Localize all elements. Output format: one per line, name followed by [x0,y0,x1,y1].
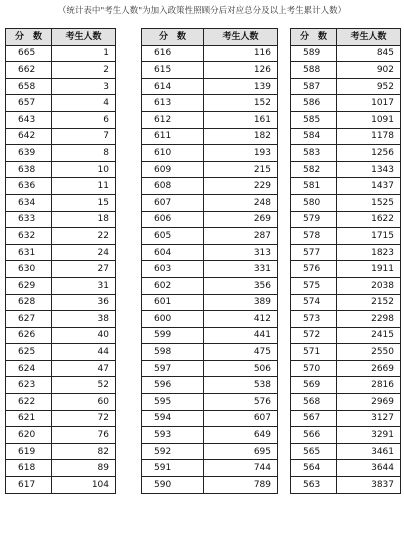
table-row [142,128,278,145]
count-cell: 3127 [337,410,401,427]
score-cell: 612 [142,111,204,128]
table-row [291,311,401,328]
score-cell: 614 [142,78,204,95]
table-row [6,360,116,377]
score-cell: 571 [291,344,337,361]
table-row [142,111,278,128]
count-cell: 1622 [337,211,401,228]
score-cell: 577 [291,244,337,261]
count-cell: 2 [52,62,116,79]
table-row [291,211,401,228]
table-row [291,377,401,394]
score-cell: 658 [6,78,52,95]
table-row [291,111,401,128]
score-cell: 584 [291,128,337,145]
count-cell: 193 [204,145,278,162]
count-cell: 845 [337,45,401,62]
score-cell: 594 [142,410,204,427]
count-cell: 7 [52,128,116,145]
table-row [6,194,116,211]
count-cell: 139 [204,78,278,95]
table-row [6,145,116,162]
count-cell: 215 [204,161,278,178]
count-cell: 3291 [337,427,401,444]
score-cell: 564 [291,460,337,477]
count-cell: 952 [337,78,401,95]
score-cell: 568 [291,394,337,411]
count-cell: 3461 [337,443,401,460]
table-row [6,460,116,477]
score-cell: 592 [142,443,204,460]
count-cell: 6 [52,111,116,128]
table-row [291,95,401,112]
score-cell: 604 [142,244,204,261]
table-row [142,95,278,112]
table-row [142,161,278,178]
count-cell: 2969 [337,394,401,411]
table-row [291,194,401,211]
score-cell: 633 [6,211,52,228]
table-row [6,244,116,261]
score-cell: 583 [291,145,337,162]
score-cell: 596 [142,377,204,394]
table-row [142,327,278,344]
count-cell: 1911 [337,261,401,278]
count-cell: 126 [204,62,278,79]
count-cell: 15 [52,194,116,211]
count-cell: 52 [52,377,116,394]
score-cell: 621 [6,410,52,427]
count-cell: 2816 [337,377,401,394]
score-cell: 638 [6,161,52,178]
table-row [6,211,116,228]
count-cell: 902 [337,62,401,79]
score-cell: 580 [291,194,337,211]
table-row [142,427,278,444]
count-column-header: 考生人数 [204,29,278,46]
table-row [6,228,116,245]
score-cell: 632 [6,228,52,245]
count-cell: 649 [204,427,278,444]
count-cell: 89 [52,460,116,477]
score-cell: 657 [6,95,52,112]
table-row [291,161,401,178]
score-cell: 642 [6,128,52,145]
score-cell: 603 [142,261,204,278]
table-row [142,477,278,494]
score-cell: 572 [291,327,337,344]
table-row [6,95,116,112]
count-cell: 475 [204,344,278,361]
count-cell: 744 [204,460,278,477]
score-cell: 624 [6,360,52,377]
count-cell: 60 [52,394,116,411]
table-row [142,294,278,311]
score-cell: 590 [142,477,204,494]
table-row [6,410,116,427]
table-row [6,477,116,494]
table-row [6,178,116,195]
score-cell: 578 [291,228,337,245]
count-cell: 2415 [337,327,401,344]
score-cell: 600 [142,311,204,328]
score-cell: 569 [291,377,337,394]
score-cell: 615 [142,62,204,79]
score-cell: 598 [142,344,204,361]
count-cell: 27 [52,261,116,278]
count-cell: 2038 [337,277,401,294]
table-row [291,360,401,377]
count-cell: 152 [204,95,278,112]
score-cell: 613 [142,95,204,112]
count-cell: 24 [52,244,116,261]
table-row [142,394,278,411]
score-cell: 573 [291,311,337,328]
table-row [6,62,116,79]
table-row [142,145,278,162]
score-cell: 575 [291,277,337,294]
table-row [291,128,401,145]
score-cell: 634 [6,194,52,211]
count-cell: 441 [204,327,278,344]
table-row [291,261,401,278]
score-cell: 623 [6,377,52,394]
table-row [142,410,278,427]
table-row [291,327,401,344]
score-cell: 595 [142,394,204,411]
table-note: （统计表中"考生人数"为加入政策性照顾分后对应总分及以上考生累计人数） [57,6,347,16]
table-row [142,261,278,278]
count-cell: 229 [204,178,278,195]
table-header-row [142,29,278,46]
score-cell: 589 [291,45,337,62]
score-cell: 566 [291,427,337,444]
count-cell: 22 [52,228,116,245]
table-row [142,311,278,328]
count-column-header: 考生人数 [52,29,116,46]
score-cell: 630 [6,261,52,278]
score-cell: 576 [291,261,337,278]
count-cell: 72 [52,410,116,427]
table-row [6,261,116,278]
score-cell: 587 [291,78,337,95]
score-cell: 593 [142,427,204,444]
score-cell: 597 [142,360,204,377]
count-cell: 1 [52,45,116,62]
score-cell: 618 [6,460,52,477]
count-cell: 1256 [337,145,401,162]
score-cell: 607 [142,194,204,211]
count-column-header: 考生人数 [337,29,401,46]
count-cell: 11 [52,178,116,195]
count-cell: 248 [204,194,278,211]
score-cell: 616 [142,45,204,62]
count-cell: 3837 [337,477,401,494]
score-cell: 665 [6,45,52,62]
count-cell: 44 [52,344,116,361]
count-cell: 82 [52,443,116,460]
table-row [291,344,401,361]
table-row [142,178,278,195]
table-row [6,161,116,178]
table-row [142,344,278,361]
table-row [291,145,401,162]
count-cell: 1091 [337,111,401,128]
table-row [291,460,401,477]
score-cell: 565 [291,443,337,460]
table-row [291,228,401,245]
score-cell: 622 [6,394,52,411]
count-cell: 4 [52,95,116,112]
table-row [291,410,401,427]
table-row [142,443,278,460]
score-cell: 579 [291,211,337,228]
count-cell: 313 [204,244,278,261]
count-cell: 182 [204,128,278,145]
table-row [291,244,401,261]
count-cell: 18 [52,211,116,228]
count-cell: 2550 [337,344,401,361]
table-row [291,45,401,62]
score-cell: 599 [142,327,204,344]
score-cell: 586 [291,95,337,112]
count-cell: 607 [204,410,278,427]
table-row [6,327,116,344]
count-cell: 2152 [337,294,401,311]
count-cell: 1715 [337,228,401,245]
count-cell: 116 [204,45,278,62]
table-row [291,477,401,494]
score-cell: 581 [291,178,337,195]
score-cell: 625 [6,344,52,361]
score-cell: 619 [6,443,52,460]
table-row [6,294,116,311]
count-cell: 506 [204,360,278,377]
count-cell: 356 [204,277,278,294]
count-cell: 695 [204,443,278,460]
table-row [291,443,401,460]
count-cell: 8 [52,145,116,162]
count-cell: 1823 [337,244,401,261]
count-cell: 576 [204,394,278,411]
table-row [142,360,278,377]
count-cell: 40 [52,327,116,344]
table-row [291,277,401,294]
score-cell: 602 [142,277,204,294]
score-cell: 611 [142,128,204,145]
count-cell: 1437 [337,178,401,195]
score-cell: 570 [291,360,337,377]
count-cell: 10 [52,161,116,178]
score-cell: 563 [291,477,337,494]
score-cell: 582 [291,161,337,178]
table-row [142,78,278,95]
score-cell: 610 [142,145,204,162]
table-row [142,460,278,477]
table-header-row [291,29,401,46]
count-cell: 1178 [337,128,401,145]
score-cell: 606 [142,211,204,228]
table-row [291,178,401,195]
score-cell: 588 [291,62,337,79]
count-cell: 31 [52,277,116,294]
table-row [142,244,278,261]
table-row [291,294,401,311]
score-cell: 629 [6,277,52,294]
score-cell: 662 [6,62,52,79]
table-row [142,211,278,228]
score-cell: 643 [6,111,52,128]
score-table-3 [290,28,401,494]
score-column-header: 分 数 [6,29,52,46]
score-cell: 631 [6,244,52,261]
table-row [6,427,116,444]
score-cell: 620 [6,427,52,444]
score-cell: 585 [291,111,337,128]
count-cell: 2669 [337,360,401,377]
score-cell: 601 [142,294,204,311]
table-row [142,45,278,62]
count-cell: 161 [204,111,278,128]
score-table-1 [5,28,116,494]
table-row [6,377,116,394]
score-cell: 574 [291,294,337,311]
count-cell: 1343 [337,161,401,178]
table-row [6,277,116,294]
count-cell: 789 [204,477,278,494]
count-cell: 287 [204,228,278,245]
score-cell: 591 [142,460,204,477]
table-row [291,394,401,411]
count-cell: 389 [204,294,278,311]
score-cell: 567 [291,410,337,427]
table-row [291,427,401,444]
count-cell: 2298 [337,311,401,328]
count-cell: 331 [204,261,278,278]
score-cell: 636 [6,178,52,195]
table-row [6,311,116,328]
table-row [6,111,116,128]
table-row [142,377,278,394]
table-row [6,344,116,361]
score-cell: 626 [6,327,52,344]
count-cell: 36 [52,294,116,311]
table-row [142,277,278,294]
table-row [6,45,116,62]
count-cell: 3644 [337,460,401,477]
table-row [142,228,278,245]
count-cell: 1525 [337,194,401,211]
count-cell: 412 [204,311,278,328]
table-row [6,394,116,411]
score-cell: 617 [6,477,52,494]
count-cell: 104 [52,477,116,494]
score-cell: 605 [142,228,204,245]
score-column-header: 分 数 [291,29,337,46]
count-cell: 538 [204,377,278,394]
count-cell: 76 [52,427,116,444]
score-cell: 628 [6,294,52,311]
table-header-row [6,29,116,46]
table-row [6,443,116,460]
score-column-header: 分 数 [142,29,204,46]
score-table-2 [141,28,278,494]
score-cell: 627 [6,311,52,328]
table-row [291,62,401,79]
table-row [6,78,116,95]
table-row [291,78,401,95]
table-row [142,62,278,79]
count-cell: 269 [204,211,278,228]
table-row [6,128,116,145]
count-cell: 47 [52,360,116,377]
count-cell: 3 [52,78,116,95]
score-cell: 639 [6,145,52,162]
score-cell: 608 [142,178,204,195]
table-row [142,194,278,211]
count-cell: 1017 [337,95,401,112]
count-cell: 38 [52,311,116,328]
score-cell: 609 [142,161,204,178]
